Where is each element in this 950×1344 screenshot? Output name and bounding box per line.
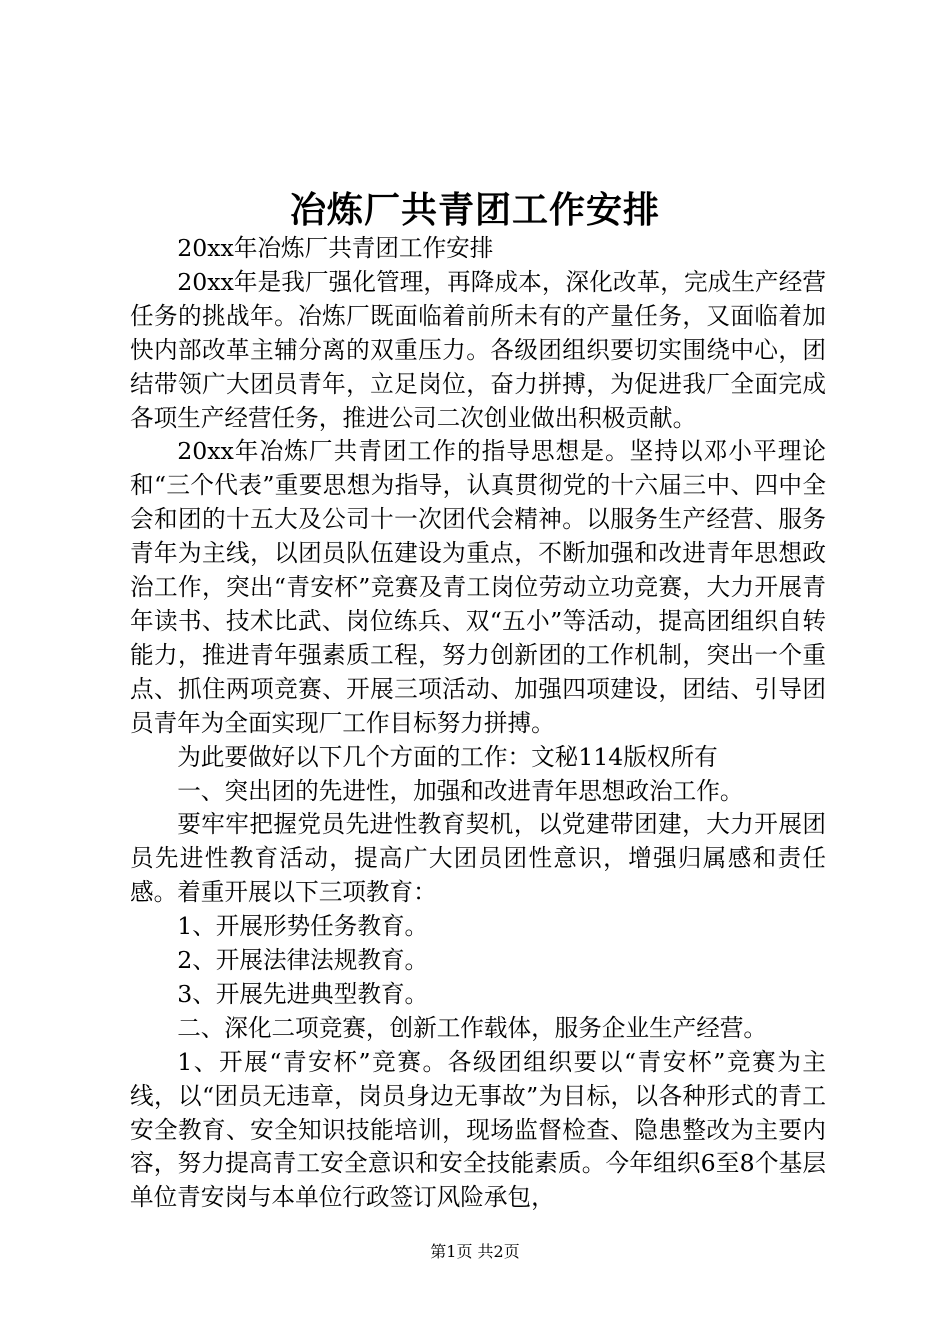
paragraph-section-one: 要牢牢把握党员先进性教育契机，以党建带团建，大力开展团员先进性教育活动，提高广大团员团性意识，增强归属感和责任感。着重开展以下三项教育： (130, 810, 826, 907)
list-item-education-2: 2、开展法律法规教育。 (177, 946, 429, 975)
section-heading-two: 二、深化二项竞赛，创新工作载体，服务企业生产经营。 (177, 1013, 768, 1042)
paragraph-intro: 20xx年是我厂强化管理，再降成本，深化改革，完成生产经营任务的挑战年。冶炼厂既面临着前所未有的产量任务，又面临着加快内部改革主辅分离的双重压力。各级团组织要切实围绕中心，团结带领广大团员青年，立足岗位，奋力拼搏，为促进我厂全面完成各项生产经营任务，推进公司二次创业做出积极贡献。 (130, 267, 826, 432)
paragraph-guiding-ideology: 20xx年冶炼厂共青团工作的指导思想是。坚持以邓小平理论和“三个代表”重要思想为指导，认真贯彻党的十六届三中、四中全会和团的十五大及公司十一次团代会精神。以服务生产经营、服务青年为主线，以团员队伍建设为重点，不断加强和改进青年思想政治工作，突出“青安杯”竞赛及青工岗位劳动立功竞赛，大力开展青年读书、技术比武、岗位练兵、双“五小”等活动，提高团组织自转能力，推进青年强素质工程，努力创新团的工作机制，突出一个重点、抓住两项竞赛、开展三项活动、加强四项建设，团结、引导团员青年为全面实现厂工作目标努力拼搏。 (130, 437, 826, 737)
page-footer: 第1页 共2页 (430, 1242, 520, 1261)
document-title: 冶炼厂共青团工作安排 (289, 189, 660, 231)
document-body (130, 232, 826, 1215)
list-item-education-1: 1、开展形势任务教育。 (177, 912, 429, 941)
section-heading-one: 一、突出团的先进性，加强和改进青年思想政治工作。 (177, 776, 744, 805)
list-item-education-3: 3、开展先进典型教育。 (177, 979, 429, 1008)
paragraph-heading: 20xx年冶炼厂共青团工作安排 (177, 234, 494, 262)
paragraph-qingan-cup: 1、开展“青安杯”竞赛。各级团组织要以“青安杯”竞赛为主线，以“团员无违章，岗员身边无事故”为目标，以各种形式的青工安全教育、安全知识技能培训，现场监督检查、隐患整改为主要内容，努力提高青工安全意识和安全技能素质。今年组织6至8个基层单位青安岗与本单位行政签订风险承包， (130, 1047, 826, 1212)
paragraph-work-list-intro: 为此要做好以下几个方面的工作：文秘114版权所有 (177, 742, 718, 771)
